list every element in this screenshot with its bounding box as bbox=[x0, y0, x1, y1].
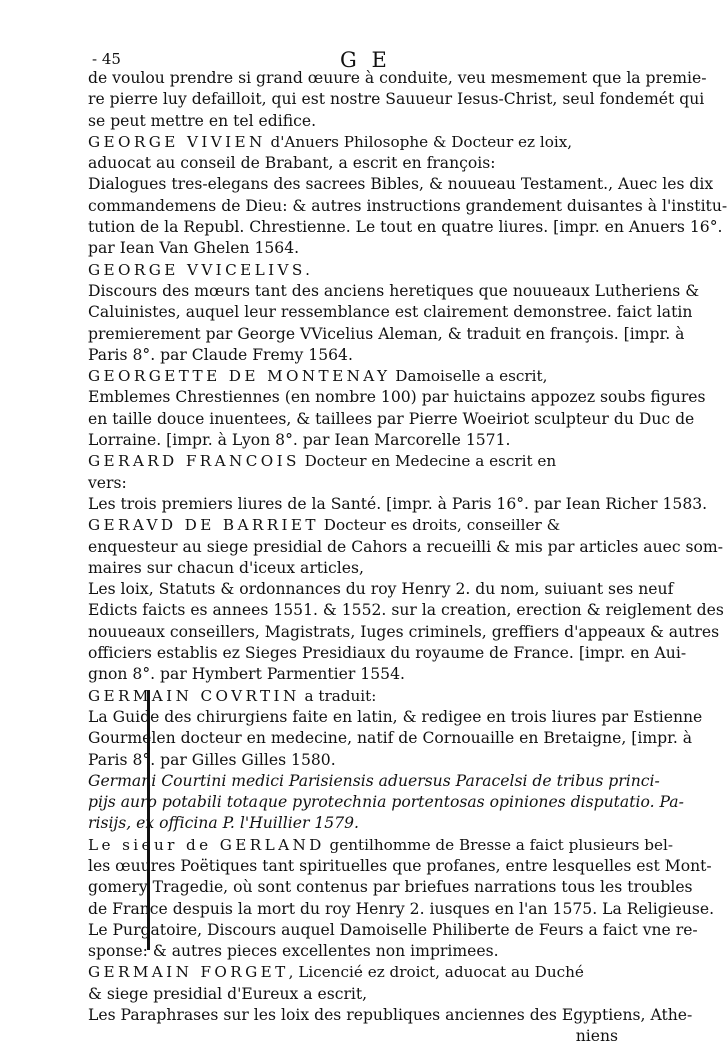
author-name: GEORGE VIVIEN bbox=[88, 132, 266, 151]
text-line: Les trois premiers liures de la Santé. [impr. à Paris 16°. par Iean Richer 1583. bbox=[88, 494, 708, 513]
text-line: Dialogues tres-elegans des sacrees Bibles, & nouueau Testament., Auec les dix bbox=[88, 175, 714, 194]
entry-heading bbox=[88, 260, 618, 281]
text-line: Les loix, Statuts & ordonnances du roy Henry 2. du nom, suiuant ses neuf bbox=[88, 580, 674, 599]
text-line: Gourmelen docteur en medecine, natif de Cornouaille en Bretaigne, [impr. à bbox=[88, 729, 693, 748]
text-line: Paris 8°. par Gilles Gilles 1580. bbox=[88, 750, 336, 769]
text-line: de voulou prendre si grand œuure à conduite, veu mesmement que la premie- bbox=[88, 69, 707, 87]
text-line: La Guide des chirurgiens faite en latin, & redigee en trois liures par Estienne bbox=[88, 707, 703, 726]
page-number: - 45 bbox=[92, 50, 121, 68]
text-line: aduocat au conseil de Brabant, a escrit en françois: bbox=[88, 154, 496, 173]
text-line: Paris 8°. par Claude Fremy 1564. bbox=[88, 345, 353, 364]
entry-heading bbox=[88, 686, 618, 707]
entry-heading bbox=[88, 835, 673, 856]
italic-text-line: pijs auro potabili totaque pyrotechnia portentosas opiniones disputatio. Pa- bbox=[88, 793, 684, 812]
text-line: Emblemes Chrestiennes (en nombre 100) par huictains appozez soubs figures bbox=[88, 388, 706, 407]
text-line: par Iean Van Ghelen 1564. bbox=[88, 239, 300, 258]
running-head: G E bbox=[340, 48, 391, 72]
text-line: gomery Tragedie, où sont contenus par briefues narrations tous les troubles bbox=[88, 878, 693, 897]
text-line: se peut mettre en tel edifice. bbox=[88, 111, 317, 130]
text-line: Les Paraphrases sur les loix des republiques anciennes des Egyptiens, Athe- bbox=[88, 1006, 693, 1025]
text-line: vers: bbox=[88, 473, 127, 492]
heading-text: , Licencié ez droict, aduocat au Duché bbox=[288, 963, 584, 982]
text-line: Le Purgatoire, Discours auquel Damoiselle Philiberte de Feurs a faict vne re- bbox=[88, 920, 698, 939]
text-line: les œuures Poëtiques tant spirituelles que profanes, entre lesquelles est Mont- bbox=[88, 856, 712, 875]
text-line: Discours des mœurs tant des anciens heretiques que nouueaux Lutheriens & bbox=[88, 281, 700, 300]
text-line: Edicts faicts es annees 1551. & 1552. sur la creation, erection & reiglement des bbox=[88, 601, 724, 620]
heading-text: gentilhomme de Bresse a faict plusieurs bel- bbox=[324, 835, 673, 854]
text-line: commandemens de Dieu: & autres instructions grandement duisantes à l'institu- bbox=[88, 196, 727, 215]
author-name: GERAVD DE BARRIET bbox=[88, 516, 319, 535]
text-line: Caluinistes, auquel leur ressemblance est clairement demonstree. faict latin bbox=[88, 303, 693, 322]
entry-heading bbox=[88, 132, 618, 153]
text-line: tution de la Republ. Chrestienne. Le tout en quatre liures. [impr. en Anuers 16°. bbox=[88, 218, 723, 237]
heading-text: Docteur es droits, conseiller & bbox=[318, 516, 561, 535]
text-line: re pierre luy defailloit, qui est nostre Sauueur Iesus-Christ, seul fondemét qui bbox=[88, 90, 705, 109]
text-line: niens bbox=[575, 1027, 618, 1046]
entry-heading bbox=[88, 451, 618, 472]
author-name: GERARD FRANCOIS bbox=[88, 452, 300, 471]
author-name: GEORGE VVICELIVS. bbox=[88, 260, 314, 279]
author-name: GERMAIN COVRTIN bbox=[88, 686, 300, 705]
entry-heading bbox=[88, 515, 618, 536]
text-line: gnon 8°. par Hymbert Parmentier 1554. bbox=[88, 665, 405, 684]
author-name: GERMAIN FORGET bbox=[88, 963, 289, 982]
text-line: officiers establis ez Sieges Presidiaux du royaume de France. [impr. en Aui- bbox=[88, 644, 687, 663]
text-line: Lorraine. [impr. à Lyon 8°. par Iean Marcorelle 1571. bbox=[88, 431, 511, 450]
text-line: de France despuis la mort du roy Henry 2. iusques en l'an 1575. La Religieuse. bbox=[88, 899, 715, 918]
heading-text: d'Anuers Philosophe & Docteur ez loix, bbox=[265, 132, 573, 151]
text-line: sponse: & autres pieces excellentes non imprimees. bbox=[88, 942, 499, 961]
author-name: GEORGETTE DE MONTENAY bbox=[88, 367, 391, 386]
text-block bbox=[88, 68, 727, 1048]
text-line: & siege presidial d'Eureux a escrit, bbox=[88, 984, 368, 1003]
heading-text: Docteur en Medecine a escrit en bbox=[299, 452, 557, 471]
italic-text-line: Germani Courtini medici Parisiensis aduersus Paracelsi de tribus princi- bbox=[88, 771, 660, 790]
author-name: Le sieur de GERLAND bbox=[88, 835, 325, 854]
text-line: nouueaux conseillers, Magistrats, Iuges criminels, greffiers d'appeaux & autres bbox=[88, 622, 720, 641]
heading-text: Damoiselle a escrit, bbox=[390, 367, 548, 386]
text-line: enquesteur au siege presidial de Cahors a recueilli & mis par articles auec som- bbox=[88, 537, 723, 556]
entry-heading bbox=[88, 366, 618, 387]
entry-heading bbox=[88, 962, 618, 983]
text-line: en taille douce inuentees, & taillees par Pierre Woeiriot sculpteur du Duc de bbox=[88, 409, 695, 428]
italic-text-line: risijs, ex officina P. l'Huillier 1579. bbox=[88, 814, 359, 833]
text-line: premierement par George VVicelius Aleman, & traduit en françois. [impr. à bbox=[88, 324, 685, 343]
text-line: maires sur chacun d'iceux articles, bbox=[88, 558, 364, 577]
heading-text: a traduit: bbox=[299, 686, 377, 705]
